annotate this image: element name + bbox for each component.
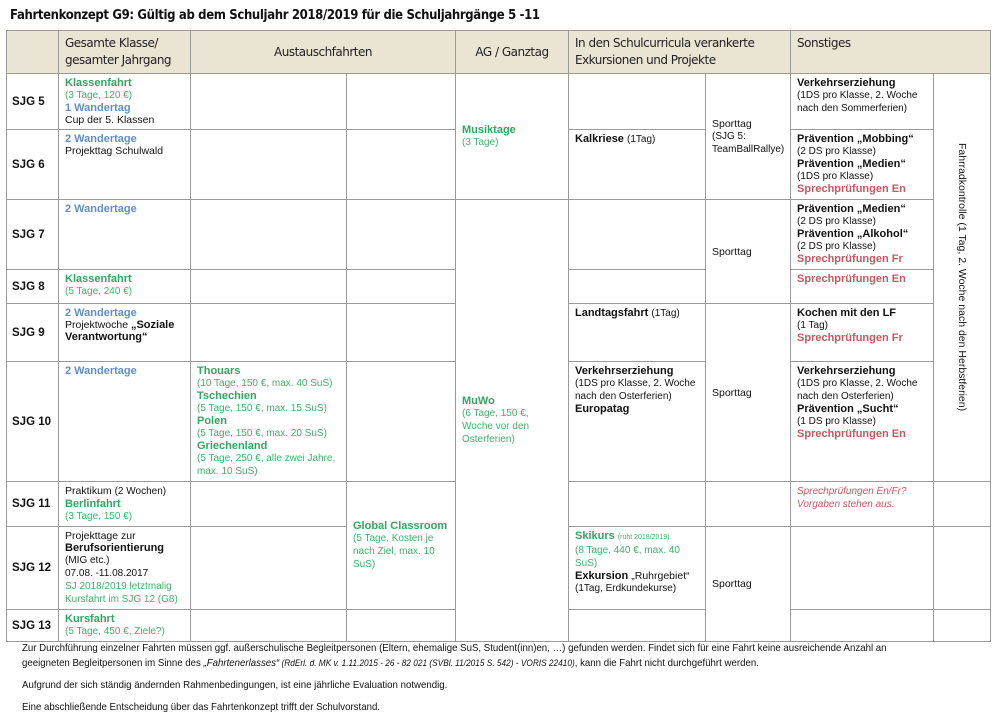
cell-text-bold: Kochen mit den LF xyxy=(797,307,897,319)
cell-line xyxy=(797,415,927,428)
cell-line xyxy=(797,215,927,228)
cell-text-plain: Cup der 5. Klassen xyxy=(65,114,155,126)
cell-sporttag xyxy=(706,482,791,527)
cell-text-detail: (1 DS pro Klasse) xyxy=(797,416,876,427)
cell-line xyxy=(462,407,562,446)
cell-line xyxy=(197,415,340,427)
row-label: SJG 10 xyxy=(7,362,59,482)
cell-line xyxy=(575,570,699,582)
cell-text-trip: Musiktage xyxy=(462,124,516,136)
cell-curricula xyxy=(569,482,706,527)
cell-austausch-1 xyxy=(191,130,347,200)
cell-text-trip: Global Classroom xyxy=(353,520,448,532)
cell-austausch-2 xyxy=(347,482,456,610)
cell-extra xyxy=(934,482,991,527)
cell-line xyxy=(65,510,184,523)
cell-austausch-2 xyxy=(347,610,456,642)
cell-text-trip-detail: (3 Tage, 150 €) xyxy=(65,511,133,522)
cell-line xyxy=(797,133,927,145)
cell-austausch-2 xyxy=(347,362,456,482)
cell-text-exam: Sprechprüfungen Fr xyxy=(797,253,903,265)
cell-text-plain: Sporttag xyxy=(712,245,752,258)
cell-line xyxy=(197,427,340,440)
cell-curricula xyxy=(569,304,706,362)
cell-sporttag xyxy=(706,200,791,304)
cell-text-trip: Klassenfahrt xyxy=(65,273,132,285)
cell-line xyxy=(797,253,927,265)
cell-austausch-1 xyxy=(191,304,347,362)
cell-text-trip-detail: (5 Tage, Kosten je nach Ziel, max. 10 SuS) xyxy=(353,533,435,570)
cell-austausch-2 xyxy=(347,304,456,362)
cell-gesamt xyxy=(59,362,191,482)
cell-austausch-2 xyxy=(347,200,456,270)
cell-curricula xyxy=(569,130,706,200)
cell-text-trip-detail: (3 Tage) xyxy=(462,137,499,148)
cell-text-bold: Verkehrserziehung xyxy=(797,77,896,89)
row-label: SJG 12 xyxy=(7,527,59,610)
cell-line xyxy=(797,89,927,115)
cell-line xyxy=(65,114,184,126)
cell-austausch-1 xyxy=(191,527,347,610)
cell-text-detail: (2 DS pro Klasse) xyxy=(797,146,876,157)
footer-note-escorts xyxy=(22,641,905,671)
cell-line xyxy=(197,402,340,415)
cell-line xyxy=(65,319,184,343)
cell-text-detail: (SJG 5: TeamBallRallye) xyxy=(712,130,785,155)
cell-text-bold: „Soziale Verantwortung“ xyxy=(65,319,175,343)
cell-gesamt xyxy=(59,130,191,200)
cell-line xyxy=(65,530,184,542)
cell-line xyxy=(462,395,562,407)
cell-sonstiges xyxy=(791,270,934,304)
cell-extra xyxy=(934,610,991,642)
cell-text-detail: (1DS pro Klasse, 2. Woche nach den Osterferien) xyxy=(575,378,696,402)
cell-austausch-1 xyxy=(191,482,347,527)
cell-gesamt xyxy=(59,304,191,362)
cell-text-bold: Prävention „Mobbing“ xyxy=(797,133,914,145)
cell-line xyxy=(462,124,562,136)
cell-sonstiges xyxy=(791,610,934,642)
cell-line xyxy=(65,307,184,319)
cell-line xyxy=(712,387,784,399)
cell-text-detail: (2 DS pro Klasse) xyxy=(797,216,876,227)
cell-text-trip: MuWo xyxy=(462,395,495,407)
header-austausch: Austauschfahrten xyxy=(191,31,456,74)
cell-sporttag xyxy=(706,527,791,642)
cell-line xyxy=(575,582,699,595)
cell-text-plain: Projektwoche xyxy=(65,319,131,331)
cell-line xyxy=(65,580,184,606)
row-label: SJG 11 xyxy=(7,482,59,527)
cell-text-exam: Sprechprüfungen En xyxy=(797,428,906,440)
cell-austausch-1 xyxy=(191,362,347,482)
cell-text-bold: Exkursion xyxy=(575,570,632,582)
cell-austausch-2 xyxy=(347,74,456,130)
cell-text-detail: (2 DS pro Klasse) xyxy=(797,241,876,252)
cell-text-note: Sprechprüfungen En/Fr? Vorgaben stehen aus. xyxy=(797,486,907,510)
table-row-sjg7 xyxy=(7,200,991,270)
cell-line xyxy=(197,440,340,452)
cell-text-trip-detail: SJ 2018/2019 letztmalig Kursfahrt im SJG 12 (G8) xyxy=(65,581,178,605)
cell-line xyxy=(797,377,927,403)
cell-austausch-2 xyxy=(347,130,456,200)
cell-text-exam: Sprechprüfungen Fr xyxy=(797,332,903,344)
cell-line xyxy=(65,102,184,114)
cell-sonstiges xyxy=(791,74,934,130)
cell-text-detail: (1DS pro Klasse, 2. Woche nach den Sommerferien) xyxy=(797,90,918,114)
cell-sonstiges xyxy=(791,304,934,362)
cell-text-trip-detail: (3 Tage, 120 €) xyxy=(65,90,133,101)
cell-line xyxy=(65,498,184,510)
cell-line xyxy=(797,403,927,415)
cell-line xyxy=(797,365,927,377)
cell-text-trip: Tschechien xyxy=(197,390,257,402)
cell-text-plain: Projekttag Schulwald xyxy=(65,145,164,157)
cell-line xyxy=(575,544,699,570)
cell-text-bold: Kalkriese xyxy=(575,133,627,145)
cell-sonstiges xyxy=(791,482,934,527)
footer-note-decision: Eine abschließende Entscheidung über das Fahrtenkonzept trifft der Schulvorstand. xyxy=(22,701,381,713)
cell-text-trip: Thouars xyxy=(197,365,241,377)
cell-text-trip: Berlinfahrt xyxy=(65,498,121,510)
cell-line xyxy=(197,365,340,377)
cell-line xyxy=(797,240,927,253)
cell-gesamt xyxy=(59,74,191,130)
cell-gesamt xyxy=(59,270,191,304)
cell-text-hike: 2 Wandertage xyxy=(65,133,137,145)
cell-text-trip-detail: (5 Tage, 250 €, alle zwei Jahre, max. 10 SuS) xyxy=(197,453,336,477)
cell-sonstiges xyxy=(791,200,934,270)
cell-text-trip-detail: (8 Tage, 440 €, max. 40 SuS) xyxy=(575,545,680,569)
cell-text-trip-detail: (5 Tage, 450 €, Ziele?) xyxy=(65,626,165,637)
cell-text-detail: (1DS pro Klasse, 2. Woche nach den Osterferien) xyxy=(797,378,918,402)
cell-text-bold: Verkehrserziehung xyxy=(575,365,674,377)
cell-line xyxy=(65,542,184,554)
row-label: SJG 8 xyxy=(7,270,59,304)
cell-text-trip: Polen xyxy=(197,415,227,427)
cell-sonstiges xyxy=(791,362,934,482)
cell-text-trip-detail: (5 Tage, 240 €) xyxy=(65,286,133,297)
cell-gesamt xyxy=(59,610,191,642)
cell-line xyxy=(353,520,449,532)
table-row-sjg5 xyxy=(7,74,991,130)
cell-line xyxy=(797,77,927,89)
cell-curricula xyxy=(569,200,706,270)
cell-ag xyxy=(456,74,569,200)
cell-line xyxy=(575,403,699,415)
cell-text-bold: Landtagsfahrt xyxy=(575,307,652,319)
footer-note-evaluation: Aufgrund der sich ständig ändernden Rahmenbedingungen, ist eine jährliche Evaluation notwendig. xyxy=(22,679,448,691)
cell-text-plain: Sporttag xyxy=(712,578,752,590)
cell-line xyxy=(797,228,927,240)
cell-line xyxy=(197,390,340,402)
cell-extra xyxy=(934,527,991,610)
row-label: SJG 6 xyxy=(7,130,59,200)
cell-text-bold: Berufsorientierung xyxy=(65,542,165,554)
cell-curricula xyxy=(569,527,706,610)
header-sonstiges: Sonstiges xyxy=(791,31,991,74)
cell-text-bold: Prävention „Alkohol“ xyxy=(797,228,909,240)
footer-decree-name: „Fahrtenerlasses“ xyxy=(203,657,280,669)
cell-sonstiges xyxy=(791,130,934,200)
cell-text-plain: Projekttage zur xyxy=(65,530,136,542)
cell-line xyxy=(197,377,340,390)
cell-line xyxy=(575,133,699,146)
cell-curricula xyxy=(569,362,706,482)
cell-austausch-1 xyxy=(191,270,347,304)
cell-line xyxy=(65,613,184,625)
cell-line xyxy=(462,136,562,149)
cell-austausch-1 xyxy=(191,74,347,130)
cell-text-trip-detail: (5 Tage, 150 €, max. 15 SuS) xyxy=(197,403,327,414)
cell-line xyxy=(575,307,699,320)
cell-fahrradkontrolle: Fahrradkontrolle (1 Tag, 2. Woche nach den Herbstferien) xyxy=(934,74,991,482)
cell-sporttag xyxy=(706,74,791,200)
cell-line xyxy=(65,567,184,580)
cell-text-bold: Prävention „Sucht“ xyxy=(797,403,899,415)
cell-text-detail: (1Tag) xyxy=(651,308,680,319)
cell-line xyxy=(797,319,927,332)
cell-text-detail: (1 Tag) xyxy=(797,320,828,331)
cell-line xyxy=(65,89,184,102)
cell-line xyxy=(797,332,927,344)
page-title: Fahrtenkonzept G9: Gültig ab dem Schuljahr 2018/2019 für die Schuljahrgänge 5 -11 xyxy=(10,8,540,23)
header-gesamt: Gesamte Klasse/ gesamter Jahrgang xyxy=(59,31,191,74)
cell-line xyxy=(712,130,784,156)
cell-line xyxy=(65,285,184,298)
cell-line xyxy=(797,170,927,183)
cell-text-detail: (MIG etc.) xyxy=(65,555,110,566)
cell-text-trip: Kursfahrt xyxy=(65,613,115,625)
header-ag: AG / Ganztag xyxy=(456,31,569,74)
cell-line xyxy=(797,203,927,215)
cell-text-hike: 2 Wandertage xyxy=(65,307,137,319)
cell-line xyxy=(575,377,699,403)
cell-line xyxy=(712,578,784,590)
cell-line xyxy=(65,133,184,145)
cell-text-tiny: (ruht 2018/2019) xyxy=(617,534,670,541)
cell-line xyxy=(65,145,184,157)
cell-curricula xyxy=(569,74,706,130)
header-empty xyxy=(7,31,59,74)
cell-text-bold: Verkehrserziehung xyxy=(797,365,896,377)
cell-line xyxy=(65,77,184,89)
footer-text: , kann die Fahrt nicht durchgeführt werden. xyxy=(574,657,759,669)
footer-text: Zur Durchführung einzelner Fahrten müssen ggf. außerschulische Begleitpersonen (Eltern, ehemalige SuS, Student(inn)en, …) gefunden werden. Findet sich für eine Fahrt keine ausreichende Anzahl an geeigneten Begleitpersonen im Sinne des xyxy=(22,642,887,669)
cell-text-trip-detail: (6 Tage, 150 €, Woche vor den Osterferien) xyxy=(462,408,530,445)
cell-text-bold: Prävention „Medien“ xyxy=(797,158,906,170)
cell-text-plain: Sporttag xyxy=(712,117,752,130)
cell-line xyxy=(797,158,927,170)
row-label: SJG 5 xyxy=(7,74,59,130)
footer-decree-ref: (RdErl. d. MK v. 1.11.2015 - 26 - 82 021 (SVBl. 11/2015 S. 542) - VORIS 22410) xyxy=(279,658,575,668)
cell-ag xyxy=(456,200,569,642)
cell-text-detail: (1DS pro Klasse) xyxy=(797,171,874,182)
cell-text-plain: „Ruhrgebiet“ xyxy=(631,570,690,582)
cell-line xyxy=(575,365,699,377)
cell-text-detail: (1Tag) xyxy=(626,134,656,145)
cell-line xyxy=(65,554,184,567)
cell-text-bold: Prävention „Medien“ xyxy=(797,203,906,215)
row-label: SJG 9 xyxy=(7,304,59,362)
cell-austausch-2 xyxy=(347,270,456,304)
cell-gesamt xyxy=(59,527,191,610)
cell-line xyxy=(575,530,699,544)
cell-line xyxy=(797,145,927,158)
cell-text-hike: 2 Wandertage xyxy=(65,365,137,377)
cell-austausch-1 xyxy=(191,610,347,642)
cell-line xyxy=(712,246,784,258)
cell-text-hike: 1 Wandertag xyxy=(65,102,131,114)
cell-text-exam: Sprechprüfungen En xyxy=(797,183,906,195)
cell-text-trip: Skikurs xyxy=(575,530,618,542)
cell-sporttag xyxy=(706,304,791,482)
cell-text-trip: Klassenfahrt xyxy=(65,77,132,89)
cell-text-detail: (2 Wochen) xyxy=(114,486,167,497)
cell-line xyxy=(712,118,784,130)
cell-text-trip: Griechenland xyxy=(197,440,268,452)
cell-text-detail: 07.08. -11.08.2017 xyxy=(65,568,149,579)
cell-line xyxy=(197,452,340,478)
cell-curricula xyxy=(569,610,706,642)
header-curricula: In den Schulcurricula verankerte Exkursionen und Projekte xyxy=(569,31,791,74)
row-label: SJG 13 xyxy=(7,610,59,642)
cell-text-trip-detail: (10 Tage, 150 €, max. 40 SuS) xyxy=(197,378,333,389)
cell-gesamt xyxy=(59,200,191,270)
row-label: SJG 7 xyxy=(7,200,59,270)
cell-austausch-1 xyxy=(191,200,347,270)
cell-line xyxy=(797,428,927,440)
cell-line xyxy=(65,273,184,285)
cell-sonstiges xyxy=(791,527,934,610)
cell-text-plain: Sporttag xyxy=(712,386,752,399)
cell-curricula xyxy=(569,270,706,304)
cell-text-trip-detail: (5 Tage, 150 €, max. 20 SuS) xyxy=(197,428,327,439)
cell-line xyxy=(797,307,927,319)
cell-gesamt xyxy=(59,482,191,527)
cell-text-bold: Europatag xyxy=(575,403,630,415)
cell-text-hike: 2 Wandertage xyxy=(65,203,137,215)
cell-line xyxy=(353,532,449,571)
header-row xyxy=(7,31,991,74)
cell-text-plain: Praktikum xyxy=(65,485,115,497)
cell-line xyxy=(797,485,927,511)
cell-line xyxy=(797,183,927,195)
cell-text-exam: Sprechprüfungen En xyxy=(797,273,906,285)
cell-line xyxy=(65,203,184,215)
footer-notes xyxy=(22,641,905,722)
cell-line xyxy=(65,485,184,498)
cell-line xyxy=(65,365,184,377)
trip-concept-table xyxy=(6,30,991,642)
cell-line xyxy=(65,625,184,638)
cell-text-detail: (1Tag, Erdkundekurse) xyxy=(575,583,677,594)
cell-line xyxy=(797,273,927,285)
